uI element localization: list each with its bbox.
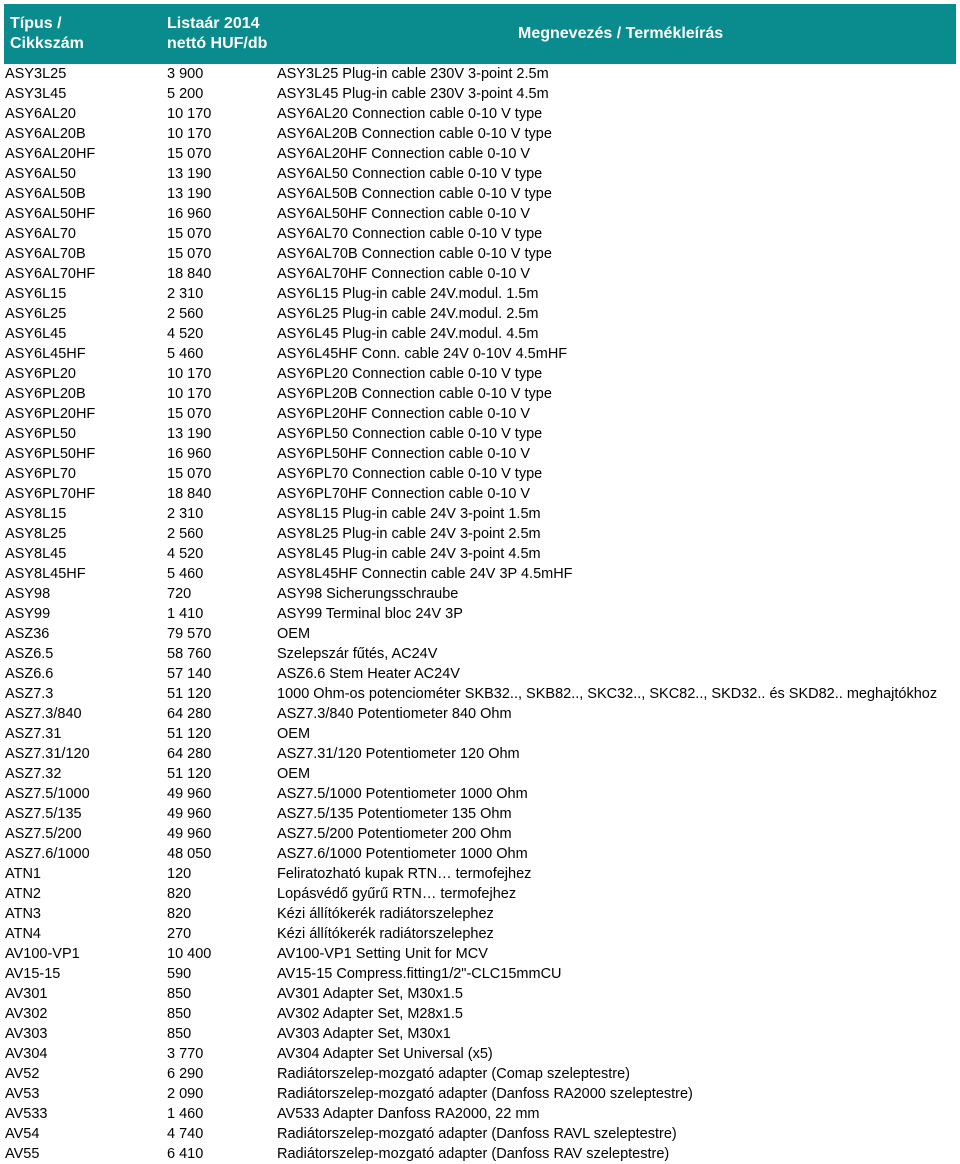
product-code: ASY6AL70 xyxy=(5,226,76,242)
product-price: 13 190 xyxy=(167,426,212,442)
product-price: 10 400 xyxy=(167,946,212,962)
table-row xyxy=(0,1084,960,1104)
product-price: 13 190 xyxy=(167,186,212,202)
table-row xyxy=(0,304,960,324)
product-code: ASZ7.31/120 xyxy=(5,746,90,762)
product-price: 590 xyxy=(167,966,192,982)
table-row xyxy=(0,1044,960,1064)
product-code: ASY8L15 xyxy=(5,506,67,522)
product-code: ASY8L45 xyxy=(5,546,67,562)
table-row xyxy=(0,744,960,764)
product-code: AV301 xyxy=(5,986,48,1002)
product-description: ASZ6.6 Stem Heater AC24V xyxy=(277,666,460,682)
table-row xyxy=(0,324,960,344)
table-row xyxy=(0,124,960,144)
product-price: 720 xyxy=(167,586,192,602)
table-row xyxy=(0,164,960,184)
product-description: ASY6L45HF Conn. cable 24V 0-10V 4.5mHF xyxy=(277,346,568,362)
product-price: 49 960 xyxy=(167,806,212,822)
table-row xyxy=(0,1124,960,1144)
product-price: 2 310 xyxy=(167,506,204,522)
header-description: Megnevezés / Termékleírás xyxy=(518,25,724,42)
product-description: ASZ7.5/1000 Potentiometer 1000 Ohm xyxy=(277,786,528,802)
product-code: ASY6AL50B xyxy=(5,186,86,202)
table-row xyxy=(0,924,960,944)
product-description: ASY6PL50HF Connection cable 0-10 V xyxy=(277,446,531,462)
product-price: 10 170 xyxy=(167,126,212,142)
product-code: ASY6AL50 xyxy=(5,166,76,182)
product-description: Radiátorszelep-mozgató adapter (Danfoss RA2000 szeleptestre) xyxy=(277,1086,693,1102)
product-code: AV304 xyxy=(5,1046,48,1062)
header-type-code xyxy=(10,14,84,54)
product-price: 2 310 xyxy=(167,286,204,302)
table-row xyxy=(0,424,960,444)
table-row xyxy=(0,564,960,584)
product-code: ASY6PL20 xyxy=(5,366,76,382)
product-price: 58 760 xyxy=(167,646,212,662)
product-price: 10 170 xyxy=(167,366,212,382)
product-price: 57 140 xyxy=(167,666,212,682)
product-description: ASY3L25 Plug-in cable 230V 3-point 2.5m xyxy=(277,66,549,82)
product-description: ASZ7.3/840 Potentiometer 840 Ohm xyxy=(277,706,512,722)
product-price: 5 460 xyxy=(167,566,204,582)
product-code: ASZ7.3/840 xyxy=(5,706,82,722)
product-code: ASY3L45 xyxy=(5,86,67,102)
table-row xyxy=(0,204,960,224)
table-row xyxy=(0,684,960,704)
table-row xyxy=(0,584,960,604)
product-price: 18 840 xyxy=(167,486,212,502)
product-price: 1 410 xyxy=(167,606,204,622)
product-code: AV533 xyxy=(5,1106,48,1122)
product-price: 1 460 xyxy=(167,1106,204,1122)
product-price: 820 xyxy=(167,886,192,902)
product-description: AV301 Adapter Set, M30x1.5 xyxy=(277,986,463,1002)
product-code: ASY6PL70 xyxy=(5,466,76,482)
product-code: ASY6PL70HF xyxy=(5,486,96,502)
table-row xyxy=(0,284,960,304)
table-row xyxy=(0,944,960,964)
product-price: 51 120 xyxy=(167,726,212,742)
product-price: 51 120 xyxy=(167,766,212,782)
product-code: ASZ6.6 xyxy=(5,666,54,682)
product-description: ASY6AL70B Connection cable 0-10 V type xyxy=(277,246,552,262)
table-row xyxy=(0,144,960,164)
price-list-table xyxy=(0,64,960,1164)
product-code: ASY8L25 xyxy=(5,526,67,542)
product-price: 18 840 xyxy=(167,266,212,282)
table-row xyxy=(0,824,960,844)
table-row xyxy=(0,84,960,104)
product-code: AV15-15 xyxy=(5,966,61,982)
product-description: ASY8L25 Plug-in cable 24V 3-point 2.5m xyxy=(277,526,541,542)
product-code: ASY6L15 xyxy=(5,286,67,302)
table-row xyxy=(0,244,960,264)
product-price: 49 960 xyxy=(167,786,212,802)
product-description: Feliratozható kupak RTN… termofejhez xyxy=(277,866,532,882)
product-price: 3 770 xyxy=(167,1046,204,1062)
product-price: 49 960 xyxy=(167,826,212,842)
table-row xyxy=(0,1144,960,1164)
table-row xyxy=(0,904,960,924)
table-row xyxy=(0,864,960,884)
table-row xyxy=(0,544,960,564)
product-price: 15 070 xyxy=(167,466,212,482)
product-price: 15 070 xyxy=(167,146,212,162)
table-row xyxy=(0,984,960,1004)
product-code: ASY6PL50 xyxy=(5,426,76,442)
product-description: ASY6AL20HF Connection cable 0-10 V xyxy=(277,146,531,162)
table-row xyxy=(0,464,960,484)
table-row xyxy=(0,664,960,684)
product-price: 850 xyxy=(167,1026,192,1042)
table-row xyxy=(0,384,960,404)
header-code-label: Cikkszám xyxy=(10,35,84,52)
product-price: 4 520 xyxy=(167,546,204,562)
table-row xyxy=(0,604,960,624)
table-row xyxy=(0,524,960,544)
table-header xyxy=(4,4,956,64)
product-description: ASY6PL20HF Connection cable 0-10 V xyxy=(277,406,531,422)
product-description: ASZ7.5/135 Potentiometer 135 Ohm xyxy=(277,806,512,822)
table-row xyxy=(0,884,960,904)
product-price: 48 050 xyxy=(167,846,212,862)
product-code: AV53 xyxy=(5,1086,40,1102)
product-code: ASZ7.6/1000 xyxy=(5,846,90,862)
product-description: ASZ7.31/120 Potentiometer 120 Ohm xyxy=(277,746,520,762)
table-row xyxy=(0,964,960,984)
product-code: ASY8L45HF xyxy=(5,566,86,582)
product-price: 16 960 xyxy=(167,206,212,222)
product-price: 2 090 xyxy=(167,1086,204,1102)
product-description: ASY8L45HF Connectin cable 24V 3P 4.5mHF xyxy=(277,566,573,582)
header-price-unit: nettó HUF/db xyxy=(167,35,268,52)
product-description: ASY6PL70HF Connection cable 0-10 V xyxy=(277,486,531,502)
table-row xyxy=(0,784,960,804)
product-price: 6 410 xyxy=(167,1146,204,1162)
product-description: OEM xyxy=(277,766,311,782)
product-price: 15 070 xyxy=(167,226,212,242)
table-row xyxy=(0,444,960,464)
header-price-label: Listaár 2014 xyxy=(167,15,260,32)
product-code: ASY3L25 xyxy=(5,66,67,82)
table-row xyxy=(0,104,960,124)
product-description: AV304 Adapter Set Universal (x5) xyxy=(277,1046,493,1062)
product-description: ASY6PL20B Connection cable 0-10 V type xyxy=(277,386,552,402)
product-description: ASY6PL70 Connection cable 0-10 V type xyxy=(277,466,543,482)
product-code: ASY6AL20HF xyxy=(5,146,96,162)
product-code: ASZ7.5/1000 xyxy=(5,786,90,802)
table-row xyxy=(0,184,960,204)
product-description: ASY98 Sicherungsschraube xyxy=(277,586,459,602)
table-row xyxy=(0,844,960,864)
product-description: Radiátorszelep-mozgató adapter (Danfoss RAVL szeleptestre) xyxy=(277,1126,677,1142)
product-code: ATN2 xyxy=(5,886,41,902)
product-description: AV15-15 Compress.fitting1/2"-CLC15mmCU xyxy=(277,966,562,982)
product-code: ASZ7.5/200 xyxy=(5,826,82,842)
product-price: 15 070 xyxy=(167,406,212,422)
header-price xyxy=(167,14,267,54)
table-row xyxy=(0,364,960,384)
product-description: ASY6AL50HF Connection cable 0-10 V xyxy=(277,206,531,222)
product-price: 64 280 xyxy=(167,746,212,762)
product-code: ASY99 xyxy=(5,606,51,622)
product-code: ASZ36 xyxy=(5,626,50,642)
table-row xyxy=(0,224,960,244)
table-row xyxy=(0,504,960,524)
product-description: ASZ7.5/200 Potentiometer 200 Ohm xyxy=(277,826,512,842)
product-description: ASY99 Terminal bloc 24V 3P xyxy=(277,606,463,622)
product-description: Radiátorszelep-mozgató adapter (Comap szeleptestre) xyxy=(277,1066,631,1082)
product-description: ASY6L25 Plug-in cable 24V.modul. 2.5m xyxy=(277,306,539,322)
product-description: AV533 Adapter Danfoss RA2000, 22 mm xyxy=(277,1106,540,1122)
product-code: ASY6PL50HF xyxy=(5,446,96,462)
product-price: 2 560 xyxy=(167,526,204,542)
product-code: ASZ6.5 xyxy=(5,646,54,662)
product-description: ASY3L45 Plug-in cable 230V 3-point 4.5m xyxy=(277,86,549,102)
product-code: ASY6PL20HF xyxy=(5,406,96,422)
product-code: ATN3 xyxy=(5,906,41,922)
table-row xyxy=(0,804,960,824)
product-code: ASZ7.5/135 xyxy=(5,806,82,822)
product-description: ASY6PL20 Connection cable 0-10 V type xyxy=(277,366,543,382)
table-row xyxy=(0,764,960,784)
table-row xyxy=(0,1104,960,1124)
table-row xyxy=(0,344,960,364)
product-code: AV54 xyxy=(5,1126,40,1142)
table-row xyxy=(0,1064,960,1084)
table-row xyxy=(0,484,960,504)
table-row xyxy=(0,724,960,744)
product-description: ASY6AL50 Connection cable 0-10 V type xyxy=(277,166,543,182)
product-price: 2 560 xyxy=(167,306,204,322)
product-code: ASY6L45 xyxy=(5,326,67,342)
product-code: ASY6AL20 xyxy=(5,106,76,122)
product-description: ASY8L15 Plug-in cable 24V 3-point 1.5m xyxy=(277,506,541,522)
product-price: 4 740 xyxy=(167,1126,204,1142)
product-code: ASY98 xyxy=(5,586,51,602)
product-price: 3 900 xyxy=(167,66,204,82)
header-type-label: Típus / xyxy=(10,15,62,32)
product-code: ATN1 xyxy=(5,866,41,882)
product-code: ASY6AL20B xyxy=(5,126,86,142)
product-code: ASZ7.31 xyxy=(5,726,62,742)
product-price: 15 070 xyxy=(167,246,212,262)
product-price: 13 190 xyxy=(167,166,212,182)
product-description: ASY6AL20 Connection cable 0-10 V type xyxy=(277,106,543,122)
product-description: Szelepszár fűtés, AC24V xyxy=(277,646,438,662)
product-description: ASY6L45 Plug-in cable 24V.modul. 4.5m xyxy=(277,326,539,342)
product-price: 5 200 xyxy=(167,86,204,102)
product-description: AV100-VP1 Setting Unit for MCV xyxy=(277,946,488,962)
product-description: ASY8L45 Plug-in cable 24V 3-point 4.5m xyxy=(277,546,541,562)
product-code: ATN4 xyxy=(5,926,41,942)
product-price: 850 xyxy=(167,1006,192,1022)
product-price: 850 xyxy=(167,986,192,1002)
product-price: 270 xyxy=(167,926,192,942)
product-code: AV100-VP1 xyxy=(5,946,80,962)
product-code: AV55 xyxy=(5,1146,40,1162)
product-price: 4 520 xyxy=(167,326,204,342)
product-price: 820 xyxy=(167,906,192,922)
table-row xyxy=(0,64,960,84)
table-row xyxy=(0,404,960,424)
product-price: 10 170 xyxy=(167,106,212,122)
product-code: ASY6AL70HF xyxy=(5,266,96,282)
product-description: ASY6AL70 Connection cable 0-10 V type xyxy=(277,226,543,242)
product-description: OEM xyxy=(277,726,311,742)
product-description: Kézi állítókerék radiátorszelephez xyxy=(277,906,494,922)
table-row xyxy=(0,624,960,644)
product-description: Kézi állítókerék radiátorszelephez xyxy=(277,926,494,942)
product-price: 16 960 xyxy=(167,446,212,462)
product-description: Radiátorszelep-mozgató adapter (Danfoss RAV szeleptestre) xyxy=(277,1146,670,1162)
product-code: ASY6AL70B xyxy=(5,246,86,262)
product-code: ASZ7.32 xyxy=(5,766,62,782)
product-code: AV303 xyxy=(5,1026,48,1042)
product-code: ASY6L25 xyxy=(5,306,67,322)
product-description: Lopásvédő gyűrű RTN… termofejhez xyxy=(277,886,517,902)
product-price: 79 570 xyxy=(167,626,212,642)
product-price: 64 280 xyxy=(167,706,212,722)
table-row xyxy=(0,644,960,664)
product-code: AV302 xyxy=(5,1006,48,1022)
table-row xyxy=(0,1004,960,1024)
table-row xyxy=(0,704,960,724)
product-description: OEM xyxy=(277,626,311,642)
product-price: 6 290 xyxy=(167,1066,204,1082)
product-description: ASY6AL70HF Connection cable 0-10 V xyxy=(277,266,531,282)
product-code: ASZ7.3 xyxy=(5,686,54,702)
product-description: AV303 Adapter Set, M30x1 xyxy=(277,1026,451,1042)
table-row xyxy=(0,264,960,284)
product-description: ASZ7.6/1000 Potentiometer 1000 Ohm xyxy=(277,846,528,862)
product-description: ASY6AL50B Connection cable 0-10 V type xyxy=(277,186,552,202)
product-description: AV302 Adapter Set, M28x1.5 xyxy=(277,1006,463,1022)
product-code: ASY6L45HF xyxy=(5,346,86,362)
product-description: ASY6L15 Plug-in cable 24V.modul. 1.5m xyxy=(277,286,539,302)
product-description: ASY6AL20B Connection cable 0-10 V type xyxy=(277,126,552,142)
product-code: ASY6AL50HF xyxy=(5,206,96,222)
product-price: 120 xyxy=(167,866,192,882)
product-price: 51 120 xyxy=(167,686,212,702)
product-code: ASY6PL20B xyxy=(5,386,86,402)
product-description: ASY6PL50 Connection cable 0-10 V type xyxy=(277,426,543,442)
product-price: 10 170 xyxy=(167,386,212,402)
product-description: 1000 Ohm-os potenciométer SKB32.., SKB82.., SKC32.., SKC82.., SKD32.. és SKD82.. meghajtókhoz xyxy=(277,686,938,702)
product-price: 5 460 xyxy=(167,346,204,362)
table-row xyxy=(0,1024,960,1044)
product-code: AV52 xyxy=(5,1066,40,1082)
